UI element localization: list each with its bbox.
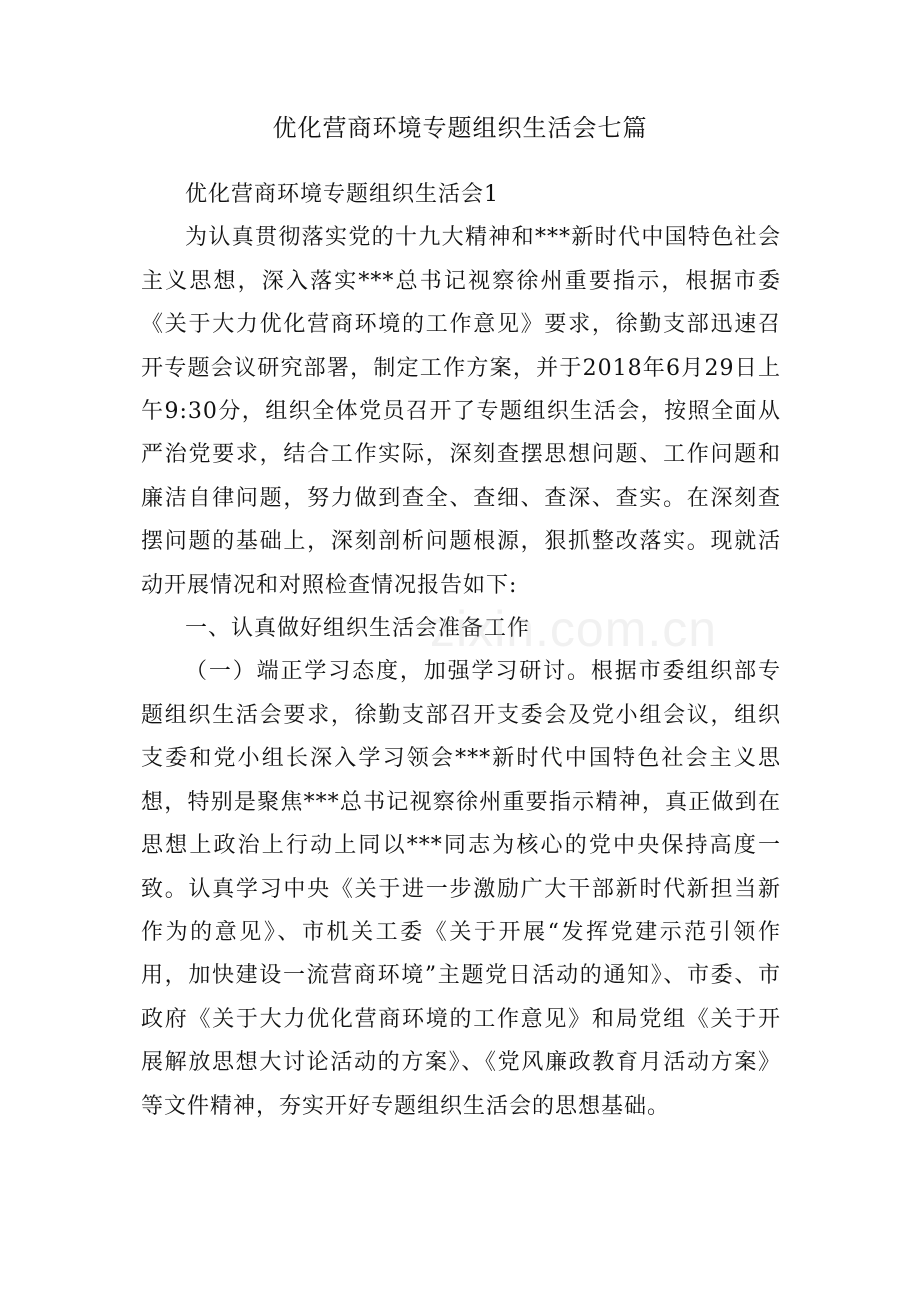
document-title: 优化营商环境专题组织生活会七篇 [272, 114, 648, 142]
subsection-heading: 一、认真做好组织生活会准备工作 [185, 616, 531, 642]
section-heading: 优化营商环境专题组织生活会1 [185, 182, 499, 207]
body-paragraph: （一）端正学习态度，加强学习研讨。根据市委组织部专题组织生活会要求，徐勤支部召开支委会及党小组会议，组织支委和党小组长深入学习领会***新时代中国特色社会主义思想，特别是聚焦***总书记视察徐州重要指示精神，真正做到在思想上政治上行动上同以***同志为核心的党中央保持高度一致。认真学习中央《关于进一步激励广大干部新时代新担当新作为的意见》、市机关工委《关于开展“发挥党建示范引领作用，加快建设一流营商环境”主题党日活动的通知》、市委、市政府《关于大力优化营商环境的工作意见》和局党组《关于开展解放思想大讨论活动的方案》、《党风廉政教育月活动方案》等文件精神，夯实开好专题组织生活会的思想基础。 [141, 659, 781, 1119]
body-paragraph: 为认真贯彻落实党的十九大精神和***新时代中国特色社会主义思想，深入落实***总书记视察徐州重要指示，根据市委《关于大力优化营商环境的工作意见》要求，徐勤支部迅速召开专题会议研究部署，制定工作方案，并于2018年6月29日上午9:30分，组织全体党员召开了专题组织生活会，按照全面从严治党要求，结合工作实际，深刻查摆思想问题、工作问题和廉洁自律问题，努力做到查全、查细、查深、查实。在深刻查摆问题的基础上，深刻剖析问题根源，狠抓整改落实。现就活动开展情况和对照检查情况报告如下: [141, 225, 781, 598]
watermark: zixin.com.cn [430, 601, 718, 657]
document-body [141, 173, 781, 1128]
